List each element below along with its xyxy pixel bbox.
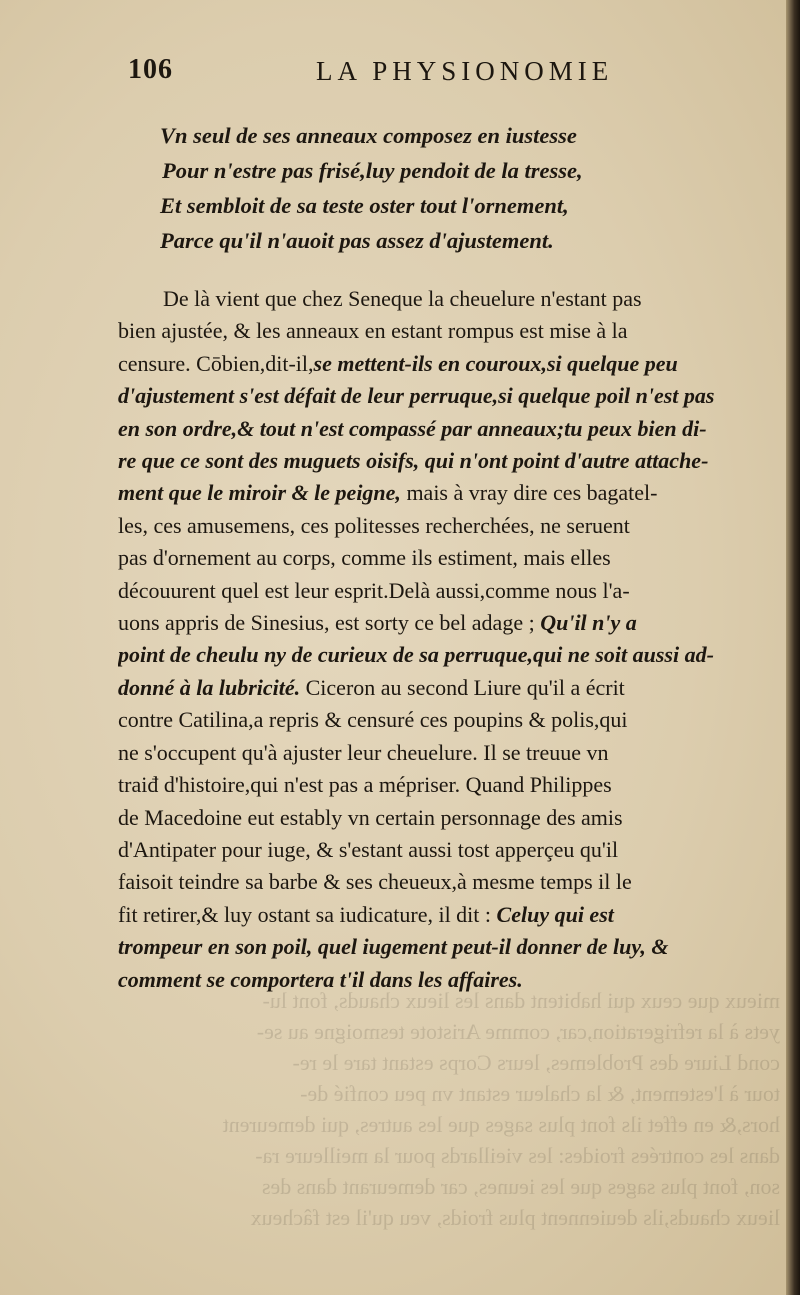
text-line (118, 672, 790, 704)
roman-segment: ne s'occupent qu'à ajuster leur cheuelure. Il se treuue vn (118, 739, 609, 765)
roman-segment: faisoit teindre sa barbe & ses cheueux,à mesme temps il le (118, 869, 632, 895)
bleed-line: dans les contrées froides: les vieillards pour la meilleure ra- (255, 1143, 780, 1168)
text-line (118, 737, 790, 769)
page-number: 106 (128, 54, 173, 85)
text-line (118, 380, 790, 412)
italic-segment: d'ajustement s'est défait de leur perruque,si quelque poil n'est pas (118, 383, 715, 409)
roman-segment: Ciceron au second Liure qu'il a écrit (300, 674, 625, 700)
text-line (118, 834, 790, 866)
bleed-line: son, font plus sages que les ieunes, car demeurant dans des (261, 1174, 780, 1199)
text-line (118, 348, 790, 380)
bleed-line: hors,& en effet ils font plus sages que les autres, qui demeurent (222, 1112, 780, 1137)
bleed-line: tour à l'estement, & la chaleur estant vn peu confié de- (300, 1081, 780, 1106)
text-line (118, 899, 790, 931)
roman-segment: De là vient que chez Seneque la cheuelure n'estant pas (163, 286, 642, 311)
roman-segment: traiđ d'histoire,qui n'est pas a mépriser. Quand Philippes (118, 772, 612, 798)
text-line (118, 283, 790, 315)
verse-quotation (160, 118, 630, 258)
bleed-line: cond Liure des Problemes, leurs Corps estant tare le re- (292, 1050, 780, 1075)
italic-segment: se mettent-ils en couroux,si quelque peu (313, 350, 678, 376)
italic-segment: trompeur en son poil, quel iugement peut-il donner de luy, & (118, 934, 669, 960)
text-line (118, 639, 790, 671)
verse-line: Et sembloit de sa teste oster tout l'ornement, (160, 193, 569, 218)
roman-segment: fit retirer,& luy ostant sa iudicature, il dit : (118, 901, 497, 927)
text-line (118, 575, 790, 607)
italic-segment: re que ce sont des muguets oisifs, qui n'ont point d'autre attache- (118, 448, 709, 474)
roman-segment: uons appris de Sinesius, est sorty ce bel adage ; (118, 610, 541, 636)
roman-segment: d'Antipater pour iuge, & s'estant aussi tost apperçeu qu'il (118, 836, 619, 862)
italic-segment: ment que le miroir & le peigne, (118, 480, 401, 506)
italic-segment: donné à la lubricité. (118, 674, 301, 700)
text-line (118, 866, 790, 898)
text-line (118, 802, 790, 834)
verse-line: Vn seul de ses anneaux composez en iustesse (160, 123, 577, 148)
roman-segment: découurent quel est leur esprit.Delà aussi,comme nous l'a- (118, 577, 630, 603)
text-line (118, 315, 790, 347)
roman-segment: censure. Cōbien,dit-il, (118, 350, 314, 376)
roman-segment: pas d'ornement au corps, comme ils estiment, mais elles (118, 545, 611, 571)
bleed-line: mieux que ceux qui habitent dans les lieux chauds, font lu- (262, 988, 780, 1013)
text-line (118, 769, 790, 801)
text-line (118, 542, 790, 574)
roman-segment: les, ces amusemens, ces politesses recherchées, ne seruent (118, 512, 630, 538)
roman-segment: contre Catilina,a repris & censuré ces poupins & polis,qui (118, 707, 628, 733)
text-line (118, 931, 790, 963)
text-line (118, 510, 790, 542)
body-paragraph (118, 283, 790, 996)
roman-segment: de Macedoine eut estably vn certain personnage des amis (118, 804, 623, 830)
italic-segment: Qu'il n'y a (540, 610, 637, 636)
page-header (128, 48, 688, 88)
roman-segment: bien ajustée, & les anneaux en estant rompus est mise à la (118, 318, 628, 344)
text-line (118, 607, 790, 639)
text-line (118, 477, 790, 509)
bleed-line: yets à la refrigeration,car, comme Aristote tesmoigne au se- (256, 1019, 780, 1044)
bleed-through-text (222, 985, 780, 1233)
italic-segment: comment se comportera t'il dans les affaires. (118, 966, 523, 992)
text-line (118, 445, 790, 477)
running-title: LA PHYSIONOMIE (316, 56, 614, 86)
italic-segment: Celuy qui est (496, 901, 614, 927)
verse-line: Parce qu'il n'auoit pas assez d'ajustement. (160, 228, 554, 253)
text-line (118, 413, 790, 445)
italic-segment: point de cheulu ny de curieux de sa perruque,qui ne soit aussi ad- (118, 642, 714, 668)
italic-segment: en son ordre,& tout n'est compassé par anneaux;tu peux bien di- (118, 415, 707, 441)
text-line (118, 704, 790, 736)
verse-line: Pour n'estre pas frisé,luy pendoit de la tresse, (162, 158, 583, 183)
roman-segment: mais à vray dire ces bagatel- (400, 480, 658, 506)
bleed-line: lieux chauds,ils deuiennent plus froids, veu qu'il est fâcheux (250, 1205, 780, 1230)
